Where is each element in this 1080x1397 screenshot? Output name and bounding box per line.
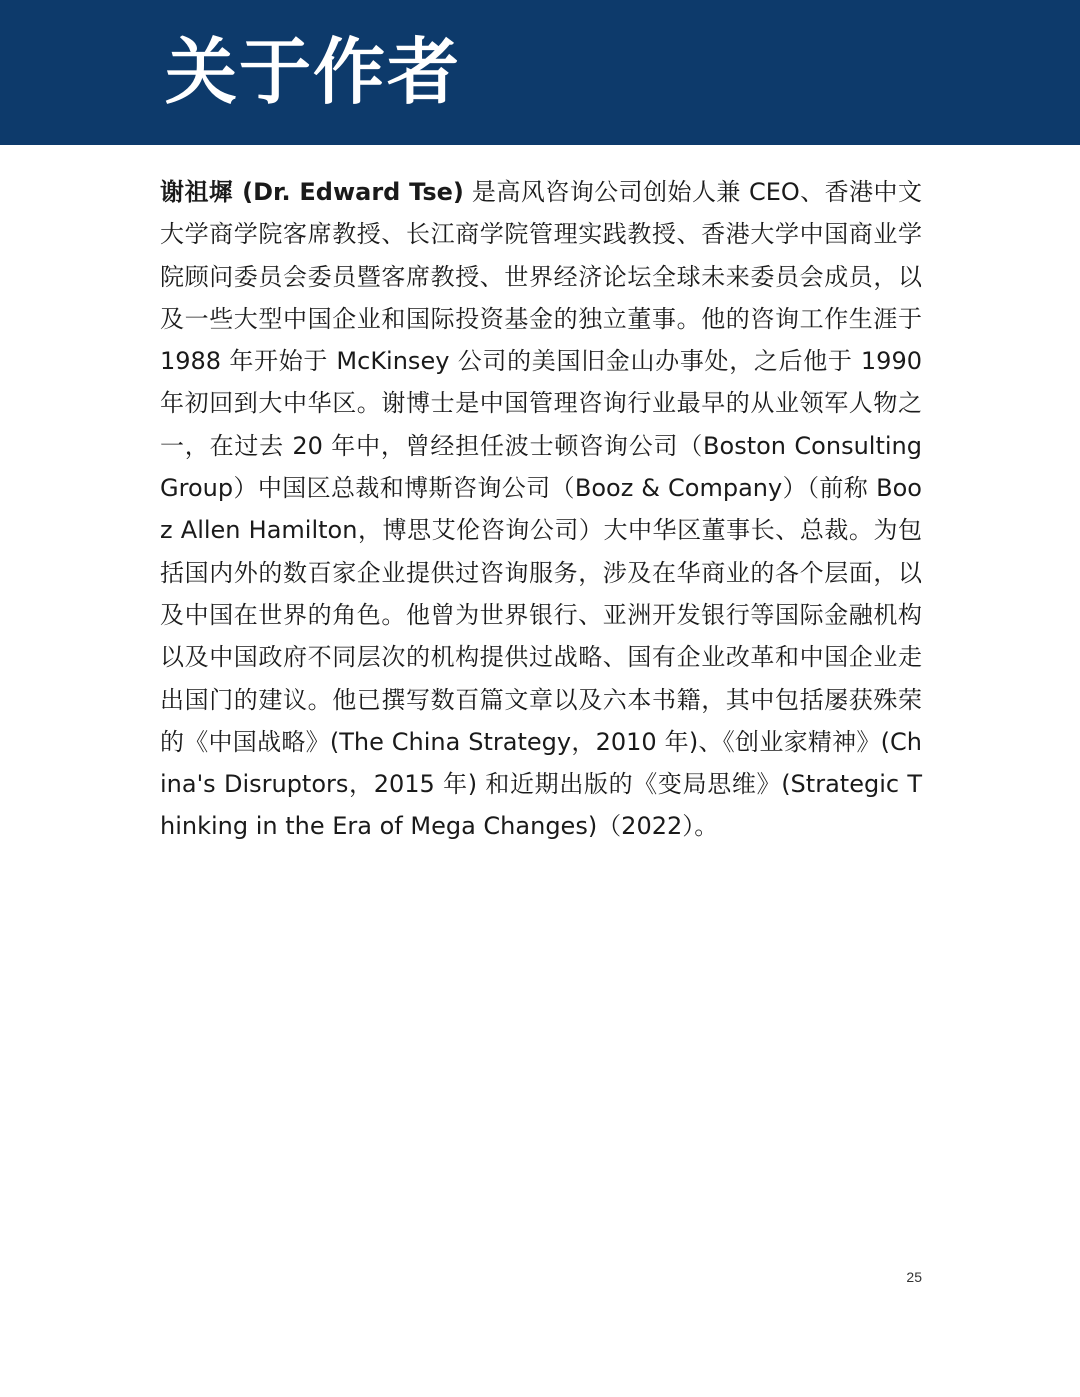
author-bio-text: 是高风咨询公司创始人兼 CEO、香港中文大学商学院客席教授、长江商学院管理实践教授、香港大学中国商业学院顾问委员会委员暨客席教授、世界经济论坛全球未来委员会成员，以及一些大型中国企业和国际投资基金的独立董事。他的咨询工作生涯于 1988 年开始于 McKinsey 公司的美国旧金山办事处，之后他于 1990 年初回到大中华区。谢博士是中国管理咨询行业最早的从业领军人物之一，在过去 20 年中，曾经担任波士顿咨询公司（Boston Consulting Group）中国区总裁和博斯咨询公司（Booz & Company）（前称 Booz Allen Hamilton，博思艾伦咨询公司）大中华区董事长、总裁。为包括国内外的数百家企业提供过咨询服务，涉及在华商业的各个层面，以及中国在世界的角色。他曾为世界银行、亚洲开发银行等国际金融机构以及中国政府不同层次的机构提供过战略、国有企业改革和中国企业走出国门的建议。他已撰写数百篇文章以及六本书籍，其中包括屡获殊荣的《中国战略》(The China Strategy，2010 年)、《创业家精神》(China's Disruptors，2015 年) 和近期出版的《变局思维》(Strategic Thinking in the Era of Mega Changes)（2022）。 bbox=[160, 178, 922, 841]
page-title: 关于作者 bbox=[165, 30, 462, 114]
header-band bbox=[0, 0, 1080, 145]
author-name: 谢祖墀 (Dr. Edward Tse) bbox=[160, 178, 464, 206]
author-bio bbox=[160, 171, 922, 848]
page-number: 25 bbox=[906, 1269, 922, 1285]
